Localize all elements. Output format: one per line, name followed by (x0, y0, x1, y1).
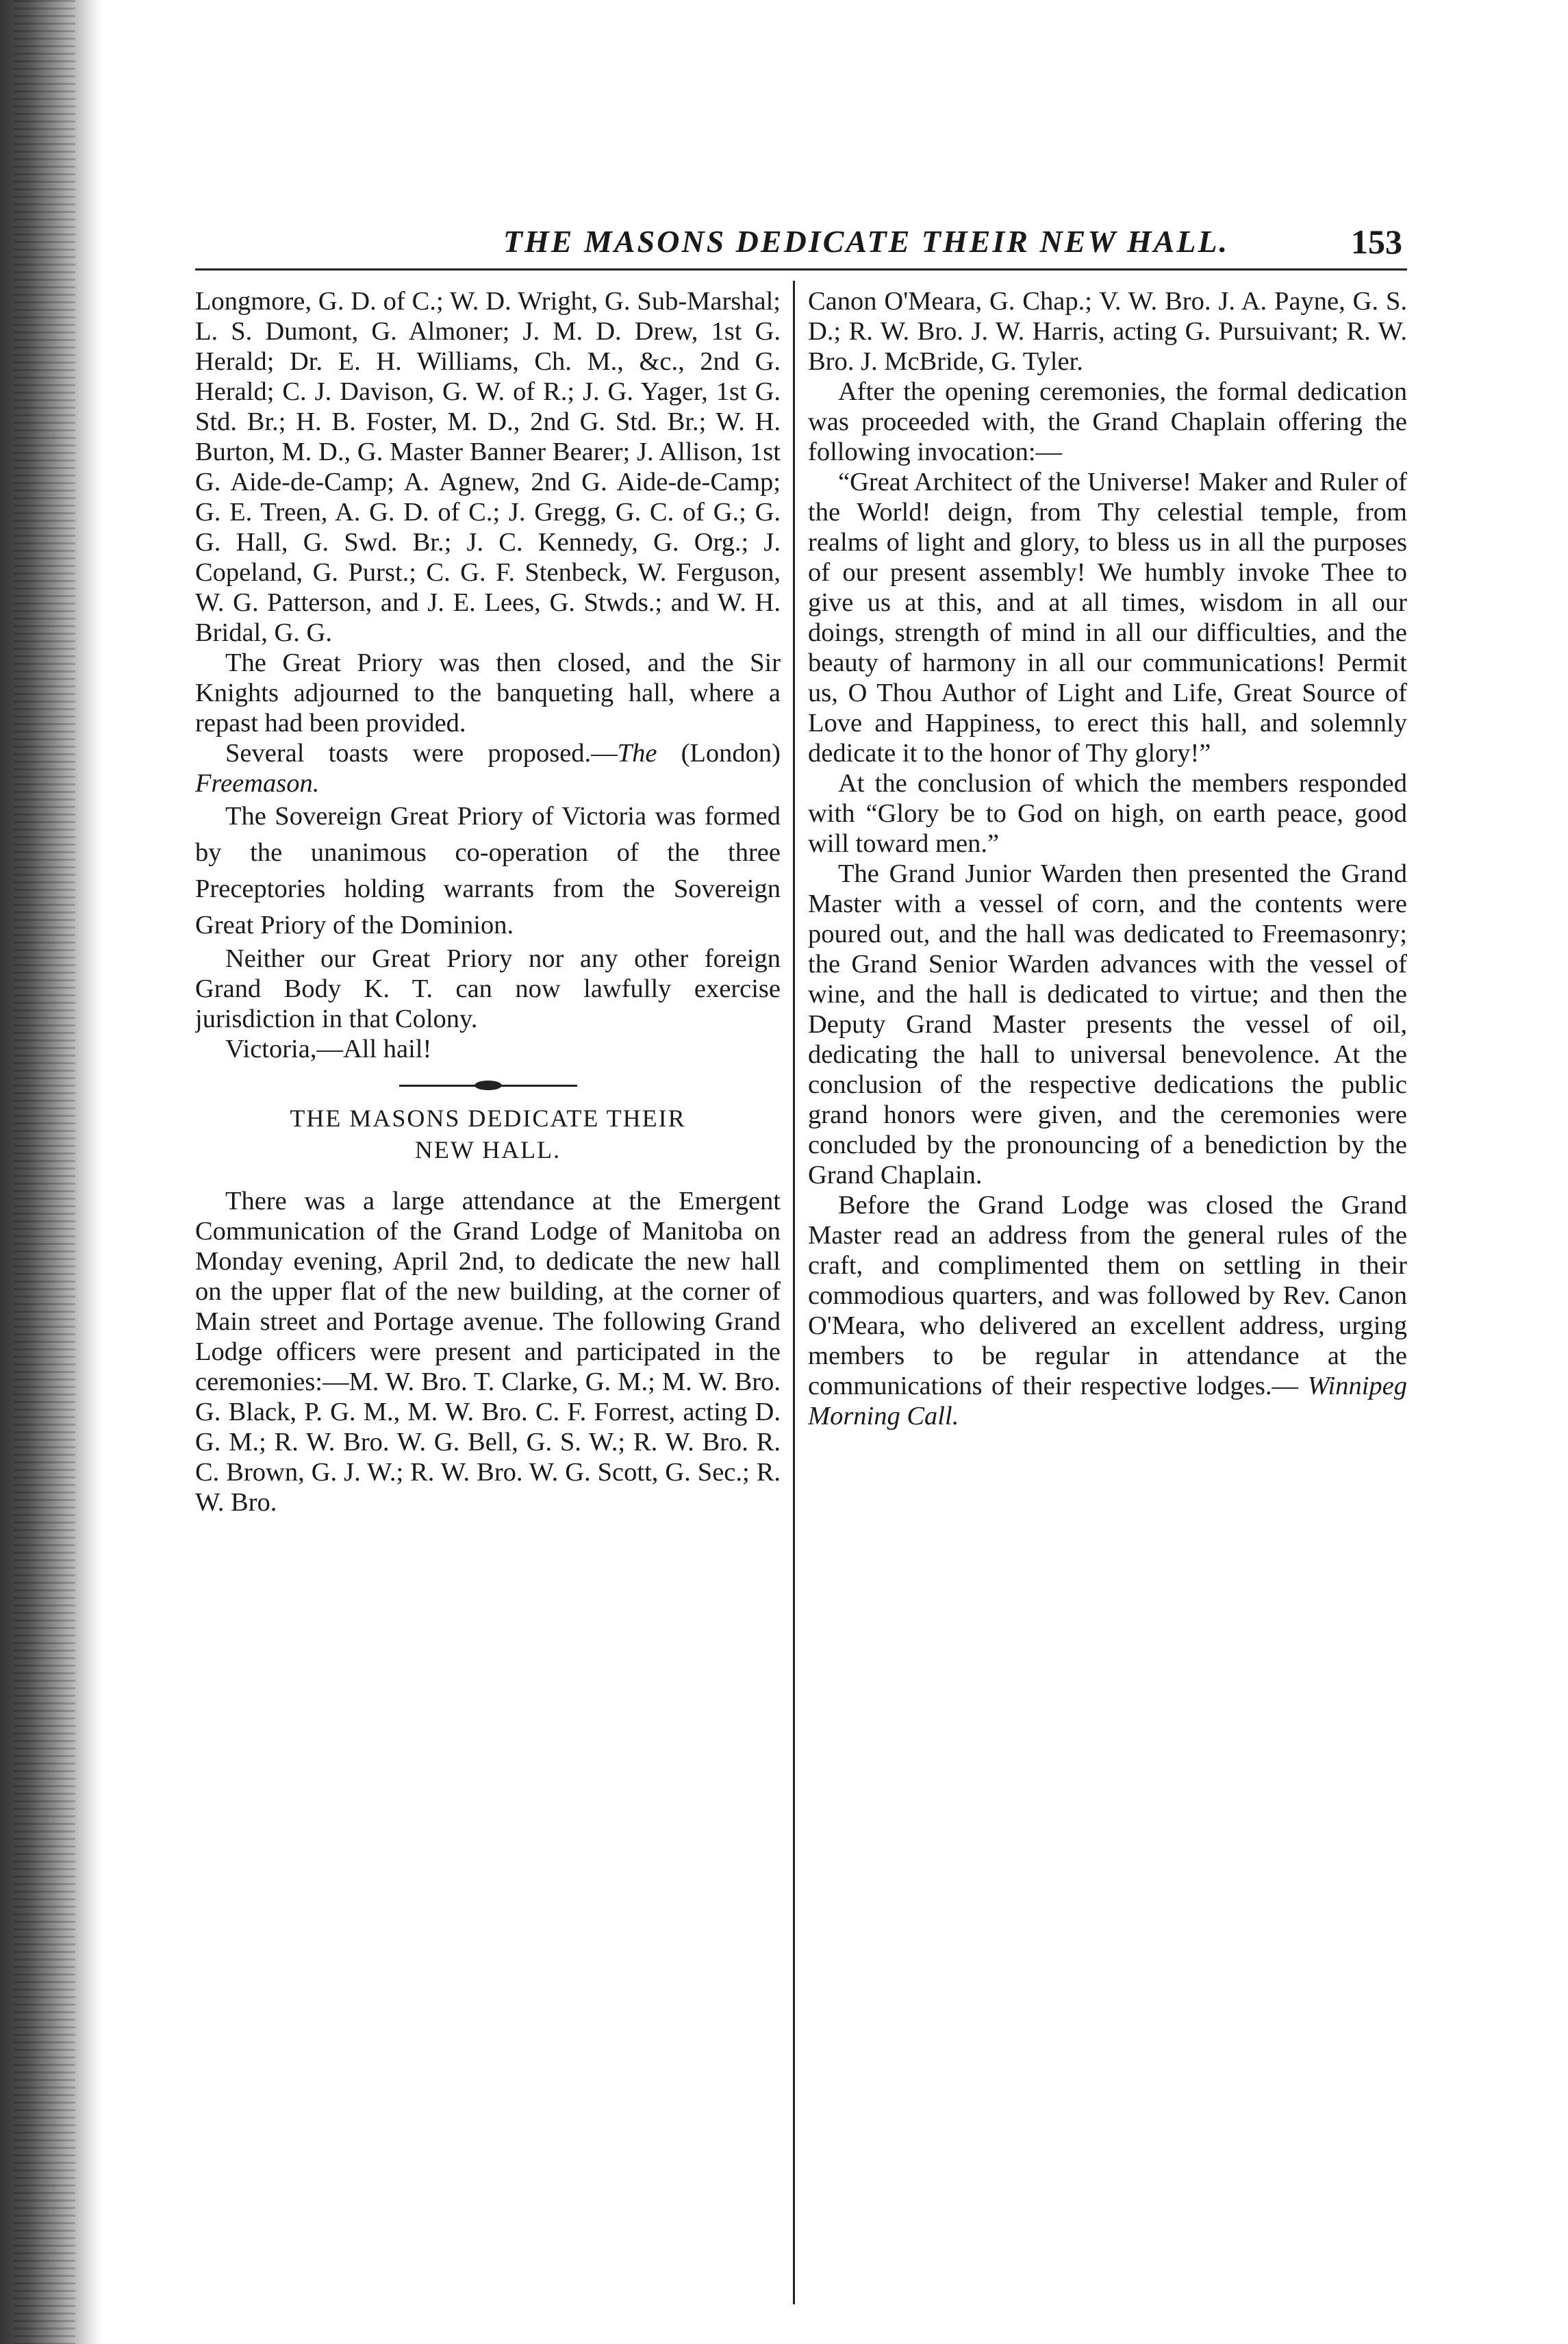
dedication-paragraph: After the opening ceremonies, the formal dedication was proceeded with, the Grand Chaplain offering the following invocation:— (808, 377, 1407, 466)
closing-paragraph (808, 1190, 1407, 1431)
officers-list-end: Canon O'Meara, G. Chap.; V. W. Bro. J. A. Payne, G. S. D.; R. W. Bro. J. W. Harris, acting G. Pursuivant; R. W. Bro. J. McBride, G. Tyler. (808, 287, 1407, 376)
source-signature: Winnipeg Morning Call. (808, 1372, 1407, 1431)
article-divider-ornament (399, 1081, 577, 1090)
left-column (195, 286, 781, 2313)
header-rule (195, 268, 1407, 270)
wardens-paragraph: The Grand Junior Warden then presented the Grand Master with a vessel of corn, and the contents were poured out, and the hall was dedicated to Freemasonry; the Grand Senior Warden advances with the vessel of wine, and the hall is dedicated to virtue; and then the Deputy Grand Master presents the vessel of oil, dedicating the hall to universal benevolence. At the conclusion of the respective dedications the public grand honors were given, and the ceremonies were concluded by the pronouncing of a benediction by the Grand Chaplain. (808, 859, 1407, 1189)
page-binding-texture (14, 0, 75, 2344)
running-head: THE MASONS DEDICATE THEIR NEW HALL. (503, 224, 1230, 259)
victoria-paragraph: The Sovereign Great Priory of Victoria was formed by the unanimous co-operation of the three Preceptories holding warrants from the Sovereign Great Priory of the Dominion. (195, 802, 781, 940)
article-opening-paragraph: There was a large attendance at the Emergent Communication of the Grand Lodge of Manitoba on Monday evening, April 2nd, to dedicate the new hall on the upper flat of the new building, at the corner of Main street and Portage avenue. The following Grand Lodge officers were present and participated in the ceremonies:—M. W. Bro. T. Clarke, G. M.; M. W. Bro. G. Black, P. G. M., M. W. Bro. C. F. Forrest, acting D. G. M.; R. W. Bro. W. G. Bell, G. S. W.; R. W. Bro. R. C. Brown, G. J. W.; R. W. Bro. W. G. Scott, G. Sec.; R. W. Bro. (195, 1187, 781, 1517)
toasts-source-paper: Freemason. (195, 769, 320, 798)
article-title-line-1: THE MASONS DEDICATE THEIR (290, 1105, 686, 1132)
article-title-line-2: NEW HALL. (414, 1136, 561, 1163)
closing-paragraph-text: Before the Grand Lodge was closed the Grand Master read an address from the general rules of the craft, and complimented them on settling in their commodious quarters, and was followed by Rev. Canon O'Meara, who delivered an excellent address, urging members to be regular in attendance at the communications of their respective lodges.— (808, 1191, 1407, 1400)
toasts-paragraph (195, 738, 781, 798)
jurisdiction-paragraph: Neither our Great Priory nor any other foreign Grand Body K. T. can now lawfully exercise jurisdiction in that Colony. (195, 944, 781, 1033)
response-paragraph: At the conclusion of which the members responded with “Glory be to God on high, on earth peace, good will toward men.” (808, 769, 1407, 858)
great-priory-closing-paragraph: The Great Priory was then closed, and the Sir Knights adjourned to the banqueting hall, where a repast had been provided. (195, 648, 781, 738)
right-column (808, 286, 1407, 2313)
officers-list-continued: Longmore, G. D. of C.; W. D. Wright, G. Sub-Marshal; L. S. Dumont, G. Almoner; J. M. D. Drew, 1st G. Herald; Dr. E. H. Williams, Ch. M., &c., 2nd G. Herald; C. J. Davison, G. W. of R.; J. G. Yager, 1st G. Std. Br.; H. B. Foster, M. D., 2nd G. Std. Br.; W. H. Burton, M. D., G. Master Banner Bearer; J. Allison, 1st G. Aide-de-Camp; A. Agnew, 2nd G. Aide-de-Camp; G. E. Treen, A. G. D. of C.; J. Gregg, G. C. of G.; G. G. Hall, G. Swd. Br.; J. C. Kennedy, G. Org.; J. Copeland, G. Purst.; C. G. F. Stenbeck, W. Ferguson, W. G. Patterson, and J. E. Lees, G. Stwds.; and W. H. Bridal, G. G. (195, 287, 781, 647)
page-number: 153 (1351, 223, 1402, 261)
invocation-paragraph: “Great Architect of the Universe! Maker and Ruler of the World! deign, from Thy celestial temple, from realms of light and glory, to bless us in all the purposes of our present assembly! We humbly invoke Thee to give us at this, and at all times, wisdom in all our doings, strength of mind in all our difficulties, and the beauty of harmony in all our communications! Permit us, O Thou Author of Light and Life, Great Source of Love and Happiness, to erect this hall, and solemnly dedicate it to the honor of Thy glory!” (808, 468, 1407, 768)
toasts-source-location: (London) (681, 739, 781, 768)
toasts-text: Several toasts were proposed.— (225, 739, 618, 768)
toasts-source-the: The (617, 739, 657, 768)
article-title (195, 1102, 781, 1165)
victoria-hail-line: Victoria,—All hail! (225, 1035, 432, 1063)
column-divider (793, 281, 795, 2304)
